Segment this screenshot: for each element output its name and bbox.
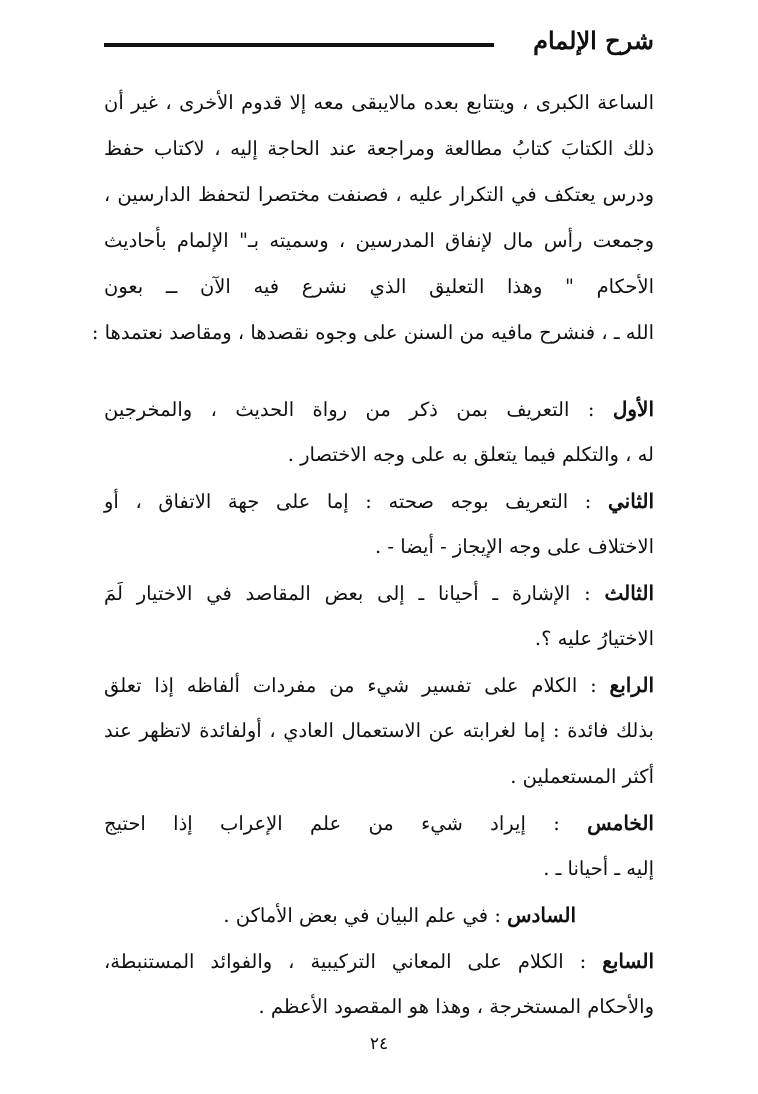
paragraph-gap — [104, 356, 654, 386]
list-item — [104, 662, 654, 708]
item-label: الثاني — [607, 489, 654, 513]
list-item — [104, 800, 654, 846]
intro-line: الساعة الكبرى ، ويتتابع بعده مالايبقى معه إلا قدوم الأخرى ، غير أن — [104, 91, 654, 114]
list-item — [104, 478, 654, 524]
header-title: شرح الإلمام — [533, 26, 654, 55]
item-label: السادس — [507, 903, 576, 927]
list-item — [104, 938, 654, 984]
item-continuation: الاختيارُ عليه ؟. — [534, 627, 654, 650]
page-body — [91, 80, 654, 1030]
intro-line: الله ـ ، فنشرح مافيه من السنن على وجوه نقصدها ، ومقاصد نعتمدها : — [91, 321, 654, 344]
intro-line: وجمعت رأس مال لإنفاق المدرسين ، وسميته بـ" الإلمام بأحاديث — [104, 229, 654, 252]
intro-line: الأحكام " وهذا التعليق الذي نشرع فيه الآن ــ بعون — [104, 275, 654, 298]
item-text: : في علم البيان في بعض الأماكن . — [223, 904, 508, 927]
list-item — [104, 570, 654, 616]
item-text: : الكلام على المعاني التركيبية ، والفوائد المستنبطة، — [104, 950, 603, 973]
item-continuation: أكثر المستعملين . — [510, 765, 654, 788]
item-text: : التعريف بوجه صحته : إما على جهة الاتفاق ، أو — [104, 490, 608, 513]
item-text: : التعريف بمن ذكر من رواة الحديث ، والمخرجين — [104, 398, 613, 421]
item-label: الأول — [612, 397, 654, 421]
item-text: : الكلام على تفسير شيء من مفردات ألفاظه إذا تعلق — [104, 674, 610, 697]
intro-line: ودرس يعتكف في التكرار عليه ، فصنفت مختصرا لتحفظ الدارسين ، — [104, 183, 654, 206]
item-label: الرابع — [609, 673, 654, 697]
item-continuation: بذلك فائدة : إما لغرابته عن الاستعمال العادي ، أولفائدة لاتظهر عند — [104, 719, 654, 742]
item-text: : إيراد شيء من علم الإعراب إذا احتيج — [104, 812, 588, 835]
item-continuation: له ، والتكلم فيما يتعلق به على وجه الاختصار . — [287, 443, 654, 466]
item-label: الخامس — [587, 811, 654, 835]
list-item — [104, 386, 654, 432]
item-continuation: الاختلاف على وجه الإيجاز - أيضا - . — [375, 535, 654, 558]
items-list — [104, 386, 654, 1030]
item-label: الثالث — [604, 581, 654, 605]
intro-paragraph — [91, 80, 654, 356]
item-continuation: والأحكام المستخرجة ، وهذا هو المقصود الأعظم . — [258, 995, 654, 1018]
list-item — [104, 892, 654, 938]
intro-line: ذلك الكتابَ كتابُ مطالعة ومراجعة عند الحاجة إليه ، لاكتاب حفظ — [104, 137, 654, 160]
page-number: ٢٤ — [369, 1034, 389, 1054]
item-label: السابع — [602, 949, 654, 973]
header-rule — [104, 43, 494, 47]
running-header — [104, 24, 654, 64]
item-text: : الإشارة ـ أحيانا ـ إلى بعض المقاصد في الاختيار لَمَ — [104, 582, 605, 605]
item-continuation: إليه ـ أحيانا ـ . — [543, 857, 654, 880]
